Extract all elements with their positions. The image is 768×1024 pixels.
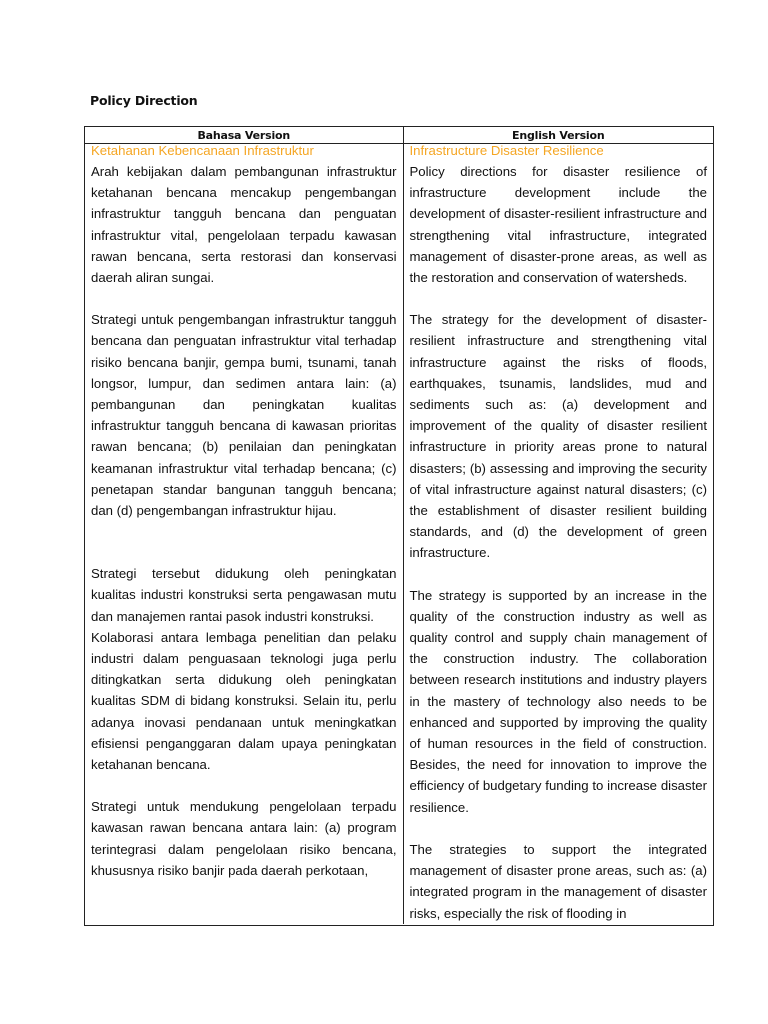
english-paragraph-2: The strategy for the development of disaster-resilient infrastructure and strengthening vital infrastructure against the risks of floods, earthquakes, tsunamis, landslides, mud and sediments such as: (a) development and improvement of the quality of disaster resilient infrastructure in priority areas prone to natural disasters; (b) assessing and improving the security of vital infrastructure against natural disasters; (c) the establishment of disaster resilient building standards, and (d) the development of green infrastructure. (409, 312, 707, 561)
bahasa-paragraph-3: Strategi tersebut didukung oleh peningkatan kualitas industri konstruksi serta pengawasan mutu dan manajemen rantai pasok industri konstruksi. (91, 566, 397, 624)
bahasa-paragraph-5: Strategi untuk mendukung pengelolaan terpadu kawasan rawan bencana antara lain: (a) program terintegrasi dalam pengelolaan risiko bencana, khususnya risiko banjir pada daerah perkotaan, (91, 799, 397, 878)
bahasa-paragraph-2: Strategi untuk pengembangan infrastruktur tangguh bencana dan penguatan infrastruktur vital terhadap risiko bencana banjir, gempa bumi, tsunami, tanah longsor, lumpur, dan sedimen antara lain: (a) pembangunan dan peningkatan kualitas infrastruktur tangguh bencana di kawasan prioritas rawan bencana; (b) penilaian dan peningkatan keamanan infrastruktur vital terhadap bencana; (c) penetapan standar bangunan tangguh bencana; dan (d) pengembangan infrastruktur hijau. (91, 312, 397, 519)
bahasa-paragraph-1: Arah kebijakan dalam pembangunan infrastruktur ketahanan bencana mencakup pengembangan infrastruktur tangguh bencana dan penguatan infrastruktur vital, pengelolaan terpadu kawasan rawan bencana, serta restorasi dan konservasi daerah aliran sungai. (91, 164, 397, 286)
english-section-heading: Infrastructure Disaster Resilience (409, 143, 604, 158)
page-title: Policy Direction (90, 93, 198, 108)
header-bahasa: Bahasa Version (85, 127, 403, 144)
policy-table (84, 126, 714, 926)
english-cell (403, 144, 713, 924)
english-paragraph-1: Policy directions for disaster resilience of infrastructure development include the development of disaster-resilient infrastructure and strengthening vital infrastructure, integrated management of disaster-prone areas, as well as the restoration and conservation of watersheds. (409, 164, 707, 286)
english-paragraph-4: The strategies to support the integrated management of disaster prone areas, such as: (a) integrated program in the management of disaster risks, especially the risk of flooding in (409, 841, 707, 921)
bahasa-section-heading: Ketahanan Kebencanaan Infrastruktur (91, 143, 314, 158)
bahasa-paragraph-4: Kolaborasi antara lembaga penelitian dan pelaku industri dalam penguasaan teknologi juga perlu ditingkatkan serta didukung oleh peningkatan kualitas SDM di bidang konstruksi. Selain itu, perlu adanya inovasi pendanaan untuk meningkatkan efisiensi penganggaran dalam upaya peningkatan ketahanan bencana. (91, 629, 397, 773)
english-paragraph-3: The strategy is supported by an increase in the quality of the construction industry as well as quality control and supply chain management of the construction industry. The collaboration between research institutions and industry players in the mastery of technology also needs to be enhanced and supported by improving the quality of human resources in the field of construction. Besides, the need for innovation to improve the efficiency of budgetary funding to increase disaster resilience. (409, 587, 707, 815)
bahasa-cell (85, 144, 403, 924)
header-english: English Version (403, 127, 713, 144)
table-header-row (85, 127, 713, 144)
table-row (85, 144, 713, 924)
